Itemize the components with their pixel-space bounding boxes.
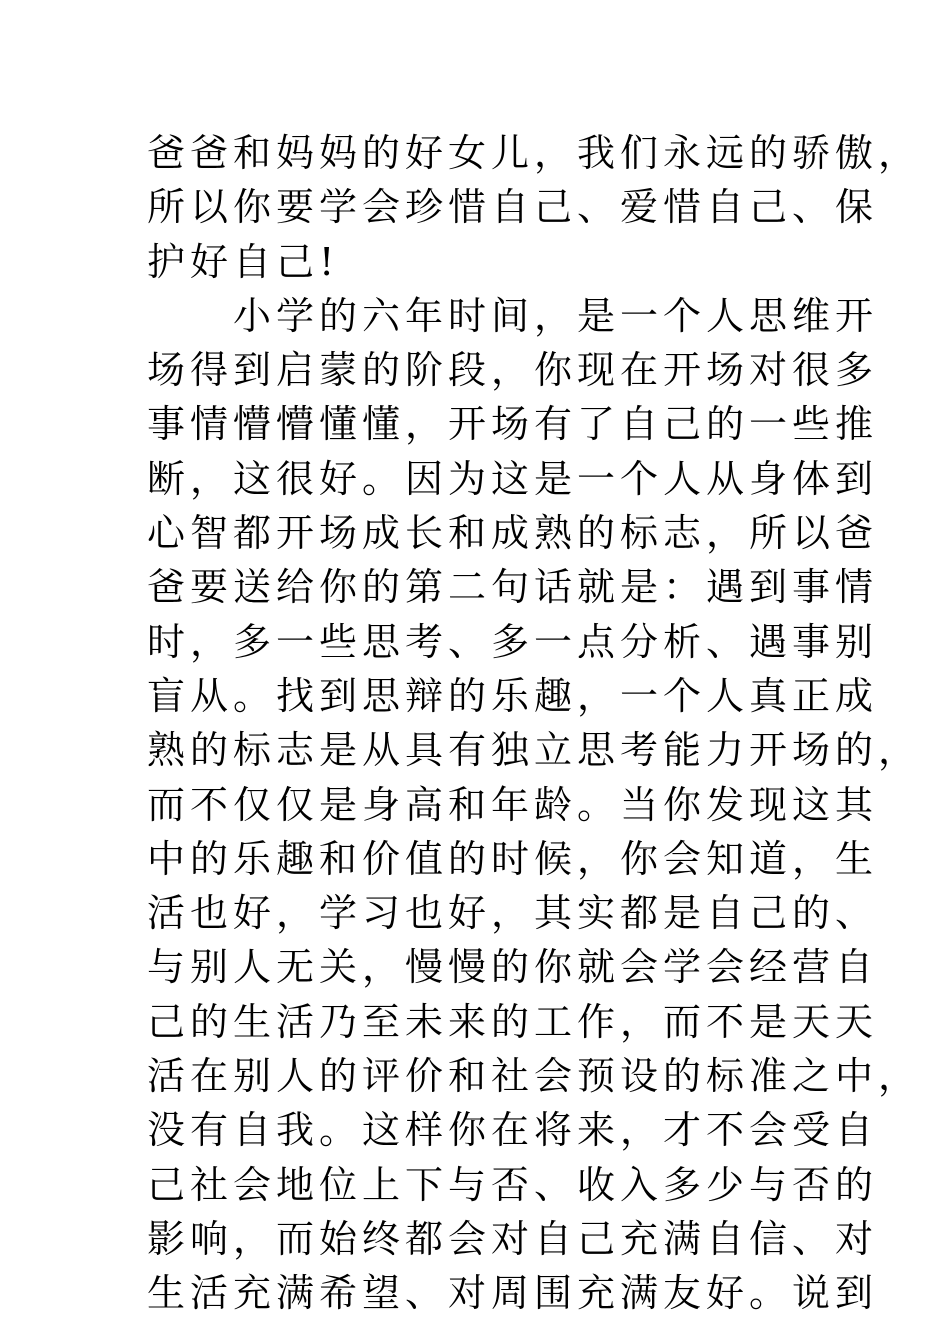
text-line: 所以你要学会珍惜自己、爱惜自己、保 bbox=[147, 185, 879, 230]
text-line: 没有自我。这样你在将来，才不会受自 bbox=[147, 1108, 879, 1153]
text-line: 断，这很好。因为这是一个人从身体到 bbox=[147, 456, 879, 501]
text-line: 心智都开场成长和成熟的标志，所以爸 bbox=[147, 511, 879, 556]
text-line: 爸爸和妈妈的好女儿，我们永远的骄傲， bbox=[147, 131, 922, 175]
text-line: 而不仅仅是身高和年龄。当你发现这其 bbox=[147, 782, 879, 827]
text-line: 熟的标志是从具有独立思考能力开场的， bbox=[147, 728, 922, 773]
text-line: 影响，而始终都会对自己充满自信、对 bbox=[147, 1216, 879, 1261]
text-line: 己社会地位上下与否、收入多少与否的 bbox=[147, 1162, 879, 1207]
text-line: 中的乐趣和价值的时候，你会知道，生 bbox=[147, 836, 879, 881]
text-line: 盲从。找到思辩的乐趣，一个人真正成 bbox=[147, 673, 879, 718]
text-line: 生活充满希望、对周围充满友好。说到 bbox=[147, 1271, 879, 1316]
text-line: 活也好，学习也好，其实都是自己的、 bbox=[147, 891, 879, 936]
text-line: 护好自己! bbox=[147, 239, 340, 284]
text-line: 事情懵懵懂懂，开场有了自己的一些推 bbox=[147, 402, 879, 447]
text-line: 时，多一些思考、多一点分析、遇事别 bbox=[147, 619, 879, 664]
text-line: 活在别人的评价和社会预设的标准之中， bbox=[147, 1054, 922, 1099]
text-line: 与别人无关，慢慢的你就会学会经营自 bbox=[147, 945, 879, 990]
text-line: 爸要送给你的第二句话就是：遇到事情 bbox=[147, 565, 879, 610]
text-line: 己的生活乃至未来的工作，而不是天天 bbox=[147, 999, 879, 1044]
body-text bbox=[147, 126, 922, 1321]
text-line: 小学的六年时间，是一个人思维开 bbox=[147, 293, 879, 338]
text-line: 场得到启蒙的阶段，你现在开场对很多 bbox=[147, 348, 879, 393]
